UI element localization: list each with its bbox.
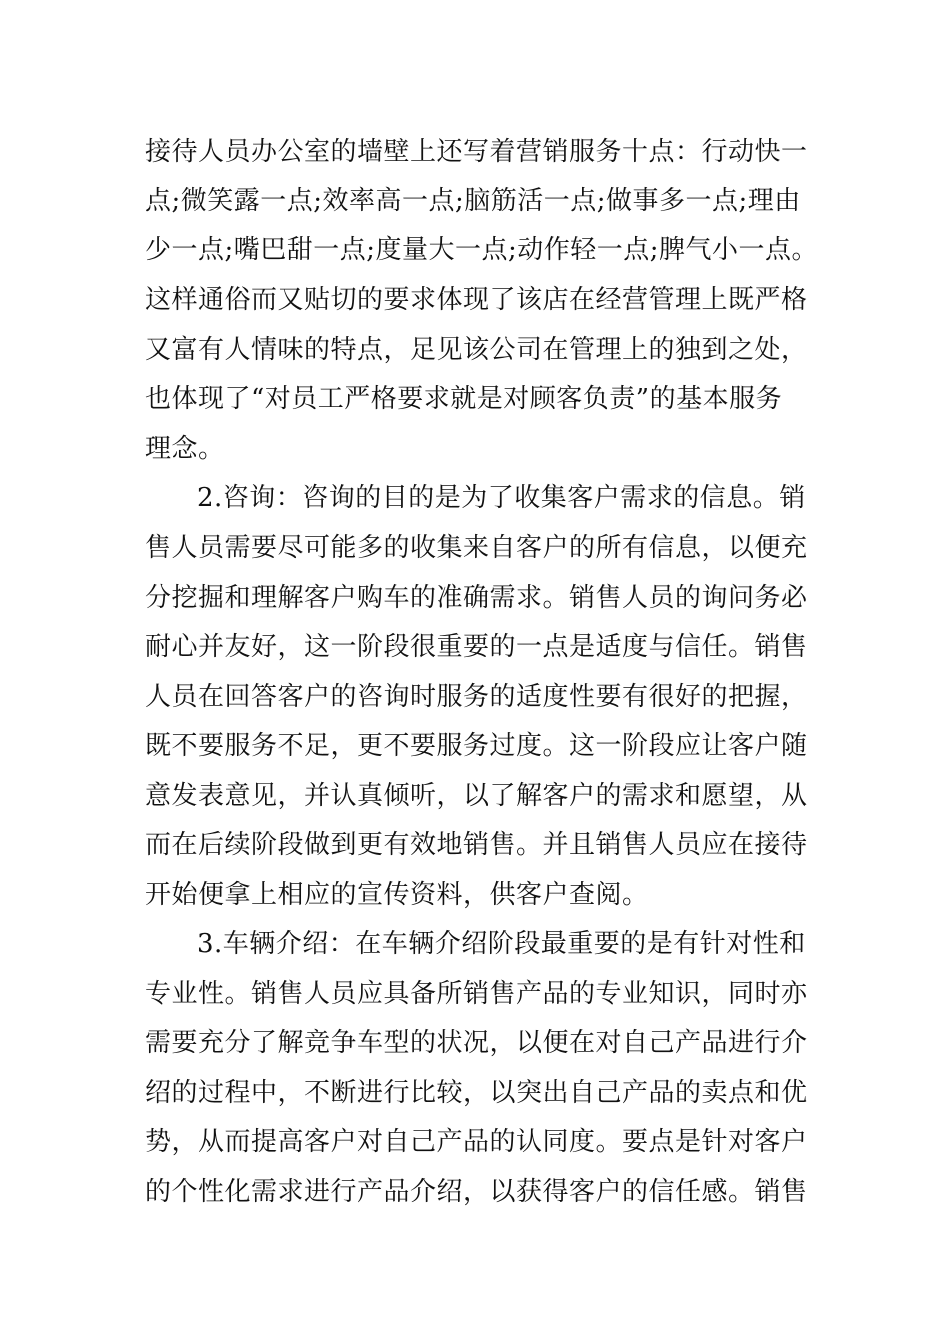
text-line: 耐心并友好，这一阶段很重要的一点是适度与信任。销售: [145, 632, 808, 662]
text-line: 意发表意见，并认真倾听，以了解客户的需求和愿望，从: [145, 781, 808, 811]
text-line: 既不要服务不足，更不要服务过度。这一阶段应让客户随: [145, 731, 808, 761]
text-line: 点;微笑露一点;效率高一点;脑筋活一点;做事多一点;理由: [145, 186, 801, 216]
text-line: 售人员需要尽可能多的收集来自客户的所有信息，以便充: [145, 533, 808, 563]
text-line: 需要充分了解竞争车型的状况，以便在对自己产品进行介: [145, 1028, 808, 1058]
text-line: 分挖掘和理解客户购车的准确需求。销售人员的询问务必: [145, 583, 808, 613]
text-line: 少一点;嘴巴甜一点;度量大一点;动作轻一点;脾气小一点。: [145, 235, 819, 265]
paragraph-start-line: 2.咨询：咨询的目的是为了收集客户需求的信息。销: [197, 483, 806, 513]
text-line: 的个性化需求进行产品介绍，以获得客户的信任感。销售: [145, 1177, 808, 1207]
text-line: 理念。: [145, 434, 225, 464]
text-line: 专业性。销售人员应具备所销售产品的专业知识，同时亦: [145, 979, 808, 1009]
text-line: 绍的过程中，不断进行比较，以突出自己产品的卖点和优: [145, 1078, 808, 1108]
text-line: 势，从而提高客户对自己产品的认同度。要点是针对客户: [145, 1127, 808, 1157]
text-line: 而在后续阶段做到更有效地销售。并且销售人员应在接待: [145, 830, 808, 860]
text-line: 又富有人情味的特点，足见该公司在管理上的独到之处，: [145, 335, 808, 365]
text-line: 这样通俗而又贴切的要求体现了该店在经营管理上既严格: [145, 285, 808, 315]
text-line: 人员在回答客户的咨询时服务的适度性要有很好的把握，: [145, 682, 808, 712]
paragraph-start-line: 3.车辆介绍：在车辆介绍阶段最重要的是有针对性和: [197, 929, 806, 959]
text-line: 开始便拿上相应的宣传资料，供客户查阅。: [145, 880, 649, 910]
text-line: 也体现了“对员工严格要求就是对顾客负责”的基本服务: [145, 384, 783, 414]
text-line: 接待人员办公室的墙壁上还写着营销服务十点：行动快一: [145, 137, 808, 167]
